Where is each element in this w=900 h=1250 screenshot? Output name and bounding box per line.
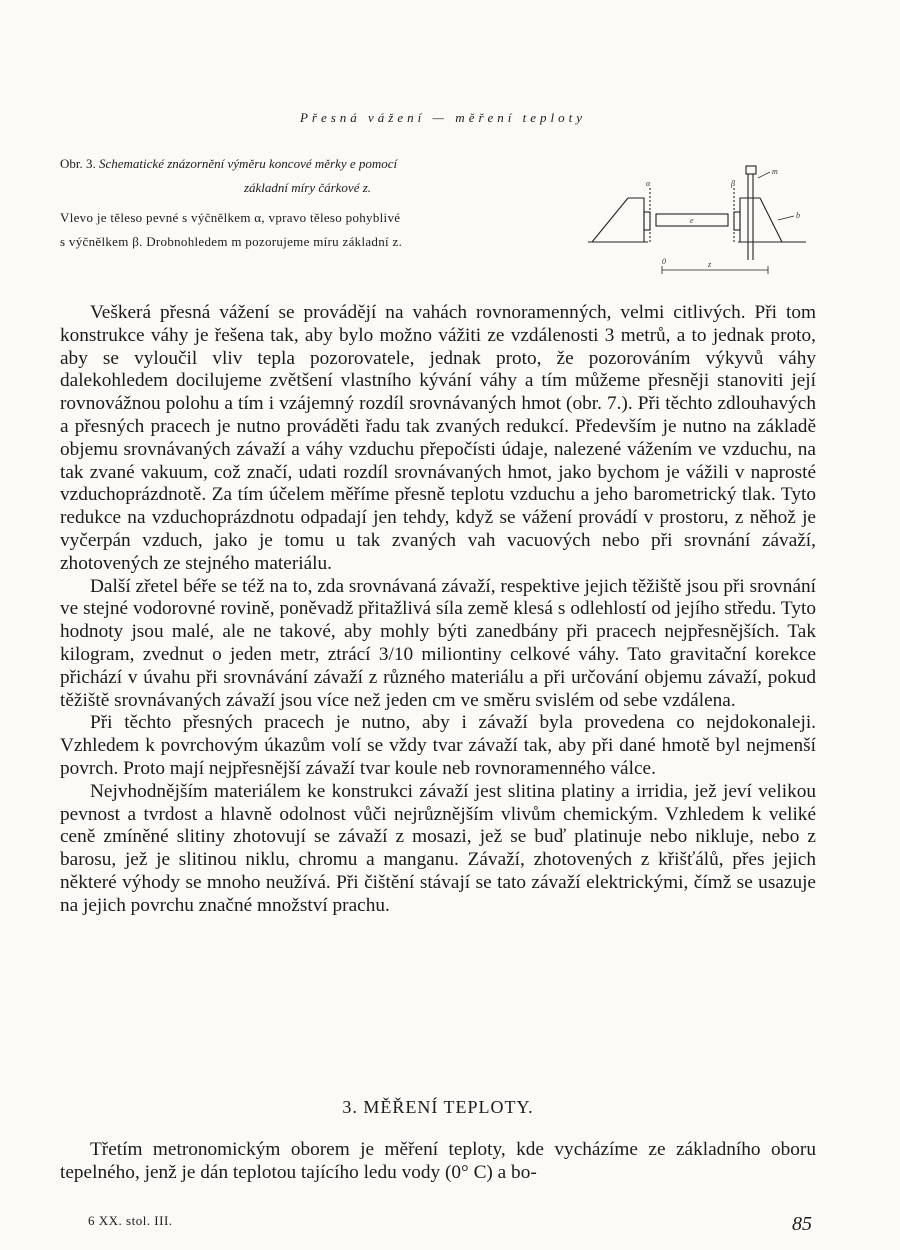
label-m: m xyxy=(772,167,778,176)
label-alpha: α xyxy=(646,179,651,188)
page-number: 85 xyxy=(792,1213,812,1235)
caption-title-line-2: základní míry čárkové z. xyxy=(243,180,372,195)
label-beta: β xyxy=(731,179,735,188)
left-body-outline xyxy=(628,198,644,242)
paragraph: Třetím metronomickým oborem je měření teploty, kde vycházíme ze základního oboru tepelného, jenž je dán teplotou tajícího ledu vody (0° C) a bo- xyxy=(60,1139,816,1183)
caption-title xyxy=(60,152,555,176)
caption-label: Obr. 3. xyxy=(60,156,96,171)
right-body-outline xyxy=(740,198,782,242)
label-z: z xyxy=(708,260,712,269)
paragraph: Nejvhodnějším materiálem ke konstrukci závaží jest slitina platiny a irridia, jež jeví velikou pevnost a tvrdost a hlavně odolnost vůči nejrůznějším vlivům chemickým. Vzhledem k veliké ceně zmíněné slitiny zhotovují se závaží z mosazi, jež se buď platinuje nebo nikluje, nebo z barosu, jež je slitinou niklu, chromu a manganu. Závaží, zhotovených z křišťálů, přes jejich některé výhody se mnoho neužívá. Při čištění stávají se tato závaží elektrickými, čímž se usazuje na jejich povrchu značné množství prachu. xyxy=(60,780,816,916)
section-heading: 3. MĚŘENÍ TEPLOTY. xyxy=(342,1097,534,1117)
leader-b xyxy=(778,216,794,220)
running-head: Přesná vážení — měření teploty xyxy=(299,110,587,125)
alpha-projection xyxy=(644,212,650,230)
microscope-m xyxy=(746,166,756,174)
paragraph: Při těchto přesných pracech je nutno, aby i závaží byla provedena co nejdokonaleji. Vzhledem k povrchovým úkazům volí se vždy tvar závaží tak, aby při dané hmotě byl nejmenší povrch. Proto mají nejpřesnější závaží tvar koule neb rovnoramenného válce. xyxy=(60,712,816,779)
left-body-slope xyxy=(592,198,628,242)
paragraph: Další zřetel béře se též na to, zda srovnávaná závaží, respektive jejich těžiště jsou při srovnání ve stejné vodorovné rovině, poněvadž přitažlivá síla země klesá s odlehlostí od jejího středu. Tyto hodnoty jsou malé, ale ne takové, aby mohly býti zanedbány při pracech nejpřesnějších. Tak kilogram, zvednut o jeden metr, ztrácí 3/10 miliontiny celkové váhy. Tato gravitační korekce přichází v úvahu při srovnávání závaží z různého materiálu a při určování objemu závaží, pokud těžiště srovnávaných závaží jsou více než jeden cm ve směru svislém od sebe vzdálena. xyxy=(60,575,816,711)
caption-title-line-1: Schematické znázornění výměru koncové měrky e pomocí xyxy=(99,156,398,171)
label-zero: 0 xyxy=(662,257,666,266)
beta-projection xyxy=(734,212,740,230)
footer-signature: 6 XX. stol. III. xyxy=(88,1213,173,1228)
figure-caption xyxy=(60,152,555,254)
caption-desc-line-2: s výčnělkem β. Drobnohledem m pozorujeme míru základní z. xyxy=(60,234,403,249)
body-text xyxy=(60,302,816,918)
section-text xyxy=(60,1138,816,1184)
label-b: b xyxy=(796,211,800,220)
gauge-block-diagram xyxy=(588,160,808,280)
label-e: e xyxy=(690,216,694,225)
paragraph: Veškerá přesná vážení se provádějí na vahách rovnoramenných, velmi citlivých. Při tom konstrukce váhy je řešena tak, aby bylo možno vážiti ze vzdálenosti 3 metrů, a to jednak proto, aby se vyloučil vliv tepla pozorovatele, jednak proto, že pozorováním výkyvů váhy dalekohledem docilujeme zvětšení vlastního kývání váhy a tím můžeme přesněji stanoviti její rovnovážnou polohu a tím i vzájemný rozdíl srovnávaných hmot (obr. 7.). Při těchto zdlouhavých a přesných pracech je nutno prováděti řadu tak zvaných redukcí. Především je nutno na základě objemu srovnávaných závaží a váhy vzduchu přepočísti údaje, nalezené vážením ve vzduchu, na tak zvané vakuum, což značí, udati rozdíl srovnávaných hmot, jako bychom je vážili v naprosté vzduchoprázdnotě. Za tím účelem měříme přesně teplotu vzduchu a jeho barometrický tlak. Tyto redukce na vzduchoprázdnotu odpadají jen tehdy, když se vážení provádí v prostoru, z něhož je vyčerpán vzduch, jako je tomu u tak zvaných vah vacuových nebo při srovnání závaží, zhotovených ze stejného materiálu. xyxy=(60,302,816,574)
leader-m xyxy=(758,172,770,178)
caption-desc-line-1: Vlevo je těleso pevné s výčnělkem α, vpravo těleso pohyblivé xyxy=(60,210,401,225)
